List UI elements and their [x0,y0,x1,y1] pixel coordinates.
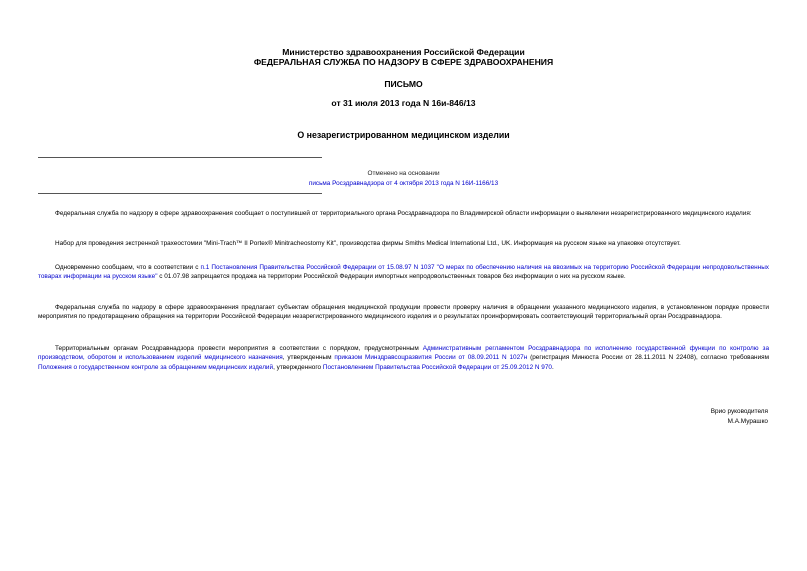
signatory-title: Врио руководителя [710,408,768,415]
paragraph-regulation [38,263,769,282]
paragraph-text: Одновременно сообщаем, что в соответствии с [55,264,201,271]
paragraph-text: , утвержденного [273,363,323,371]
paragraph-proposal: Федеральная служба по надзору в сфере здравоохранения предлагает субъектам обращения медицинской продукции провести проверку наличия в обращении указанного медицинского изделия, в установленном порядке провести мероприятия по предотвращению обращения на территории Российской Федерации незарегистрированного медицинского изделия и о результатах проинформировать соответствующий территориальный орган Росздравнадзора. [38,304,769,321]
paragraph-intro: Федеральная служба по надзору в сфере здравоохранения сообщает о поступившей от территориального органа Росздравнадзора по Владимирской области информации о выявлении незарегистрированного медицинского изделия: [55,210,752,217]
order-1027n-link[interactable]: приказом Минздравсоцразвития России от 08.09.2011 N 1027н [334,354,528,362]
paragraph-text: Территориальным органам Росздравнадзора провести мероприятия в соответствии с порядком, предусмотренным [55,345,423,352]
paragraph-territorial-bodies [38,344,769,372]
signatory-name: М.А.Мурашко [727,418,768,425]
ministry-name: Министерство здравоохранения Российской Федерации [282,47,525,57]
paragraph-text: (регистрация Минюста России от 28.11.2011 N 22408), согласно требованиям [527,354,770,362]
cancellation-note: Отменено на основании [367,170,440,177]
divider-top [38,157,322,158]
document-subject: О незарегистрированном медицинском изделии [297,130,510,140]
cancellation-link[interactable]: письма Росздравнадзора от 4 октября 2013 года N 16И-1166/13 [308,180,499,187]
decree-1037-link[interactable]: п.1 Постановления Правительства Российской Федерации от 15.08.97 N 1037 "О мерах по обеспечению наличия на ввозимых на территорию Российской Федерации непродовольственных товарах информации на русском языке" [38,264,769,281]
paragraph-device: Набор для проведения экстренной трахеостомии "Mini-Trach™ II Portex® Minitracheostomy Kit", производства фирмы Smiths Medical International Ltd., UK. Информация на русском языке на упаковке отсутствует. [55,240,681,247]
state-control-regulation-link[interactable]: Положения о государственном контроле за обращением медицинских изделий [38,363,274,371]
service-name: ФЕДЕРАЛЬНАЯ СЛУЖБА ПО НАДЗОРУ В СФЕРЕ ЗДРАВООХРАНЕНИЯ [253,57,554,67]
paragraph-text: . [551,363,554,371]
admin-regulation-link[interactable]: Административным регламентом Росздравнадзора по исполнению государственной функции по контролю за производством, оборотом и использованием изделий медицинского назначения [38,345,769,362]
document-date-number: от 31 июля 2013 года N 16и-846/13 [331,98,476,108]
paragraph-text: с 01.07.98 запрещается продажа на территории Российской Федерации импортных непродовольственных товаров без информации о них на русском языке. [157,273,626,281]
paragraph-text: , утвержденным [282,354,335,362]
document-type: ПИСЬМО [384,79,423,89]
divider-bottom [38,193,322,194]
decree-970-link[interactable]: Постановлением Правительства Российской Федерации от 25.09.2012 N 970 [322,363,552,371]
